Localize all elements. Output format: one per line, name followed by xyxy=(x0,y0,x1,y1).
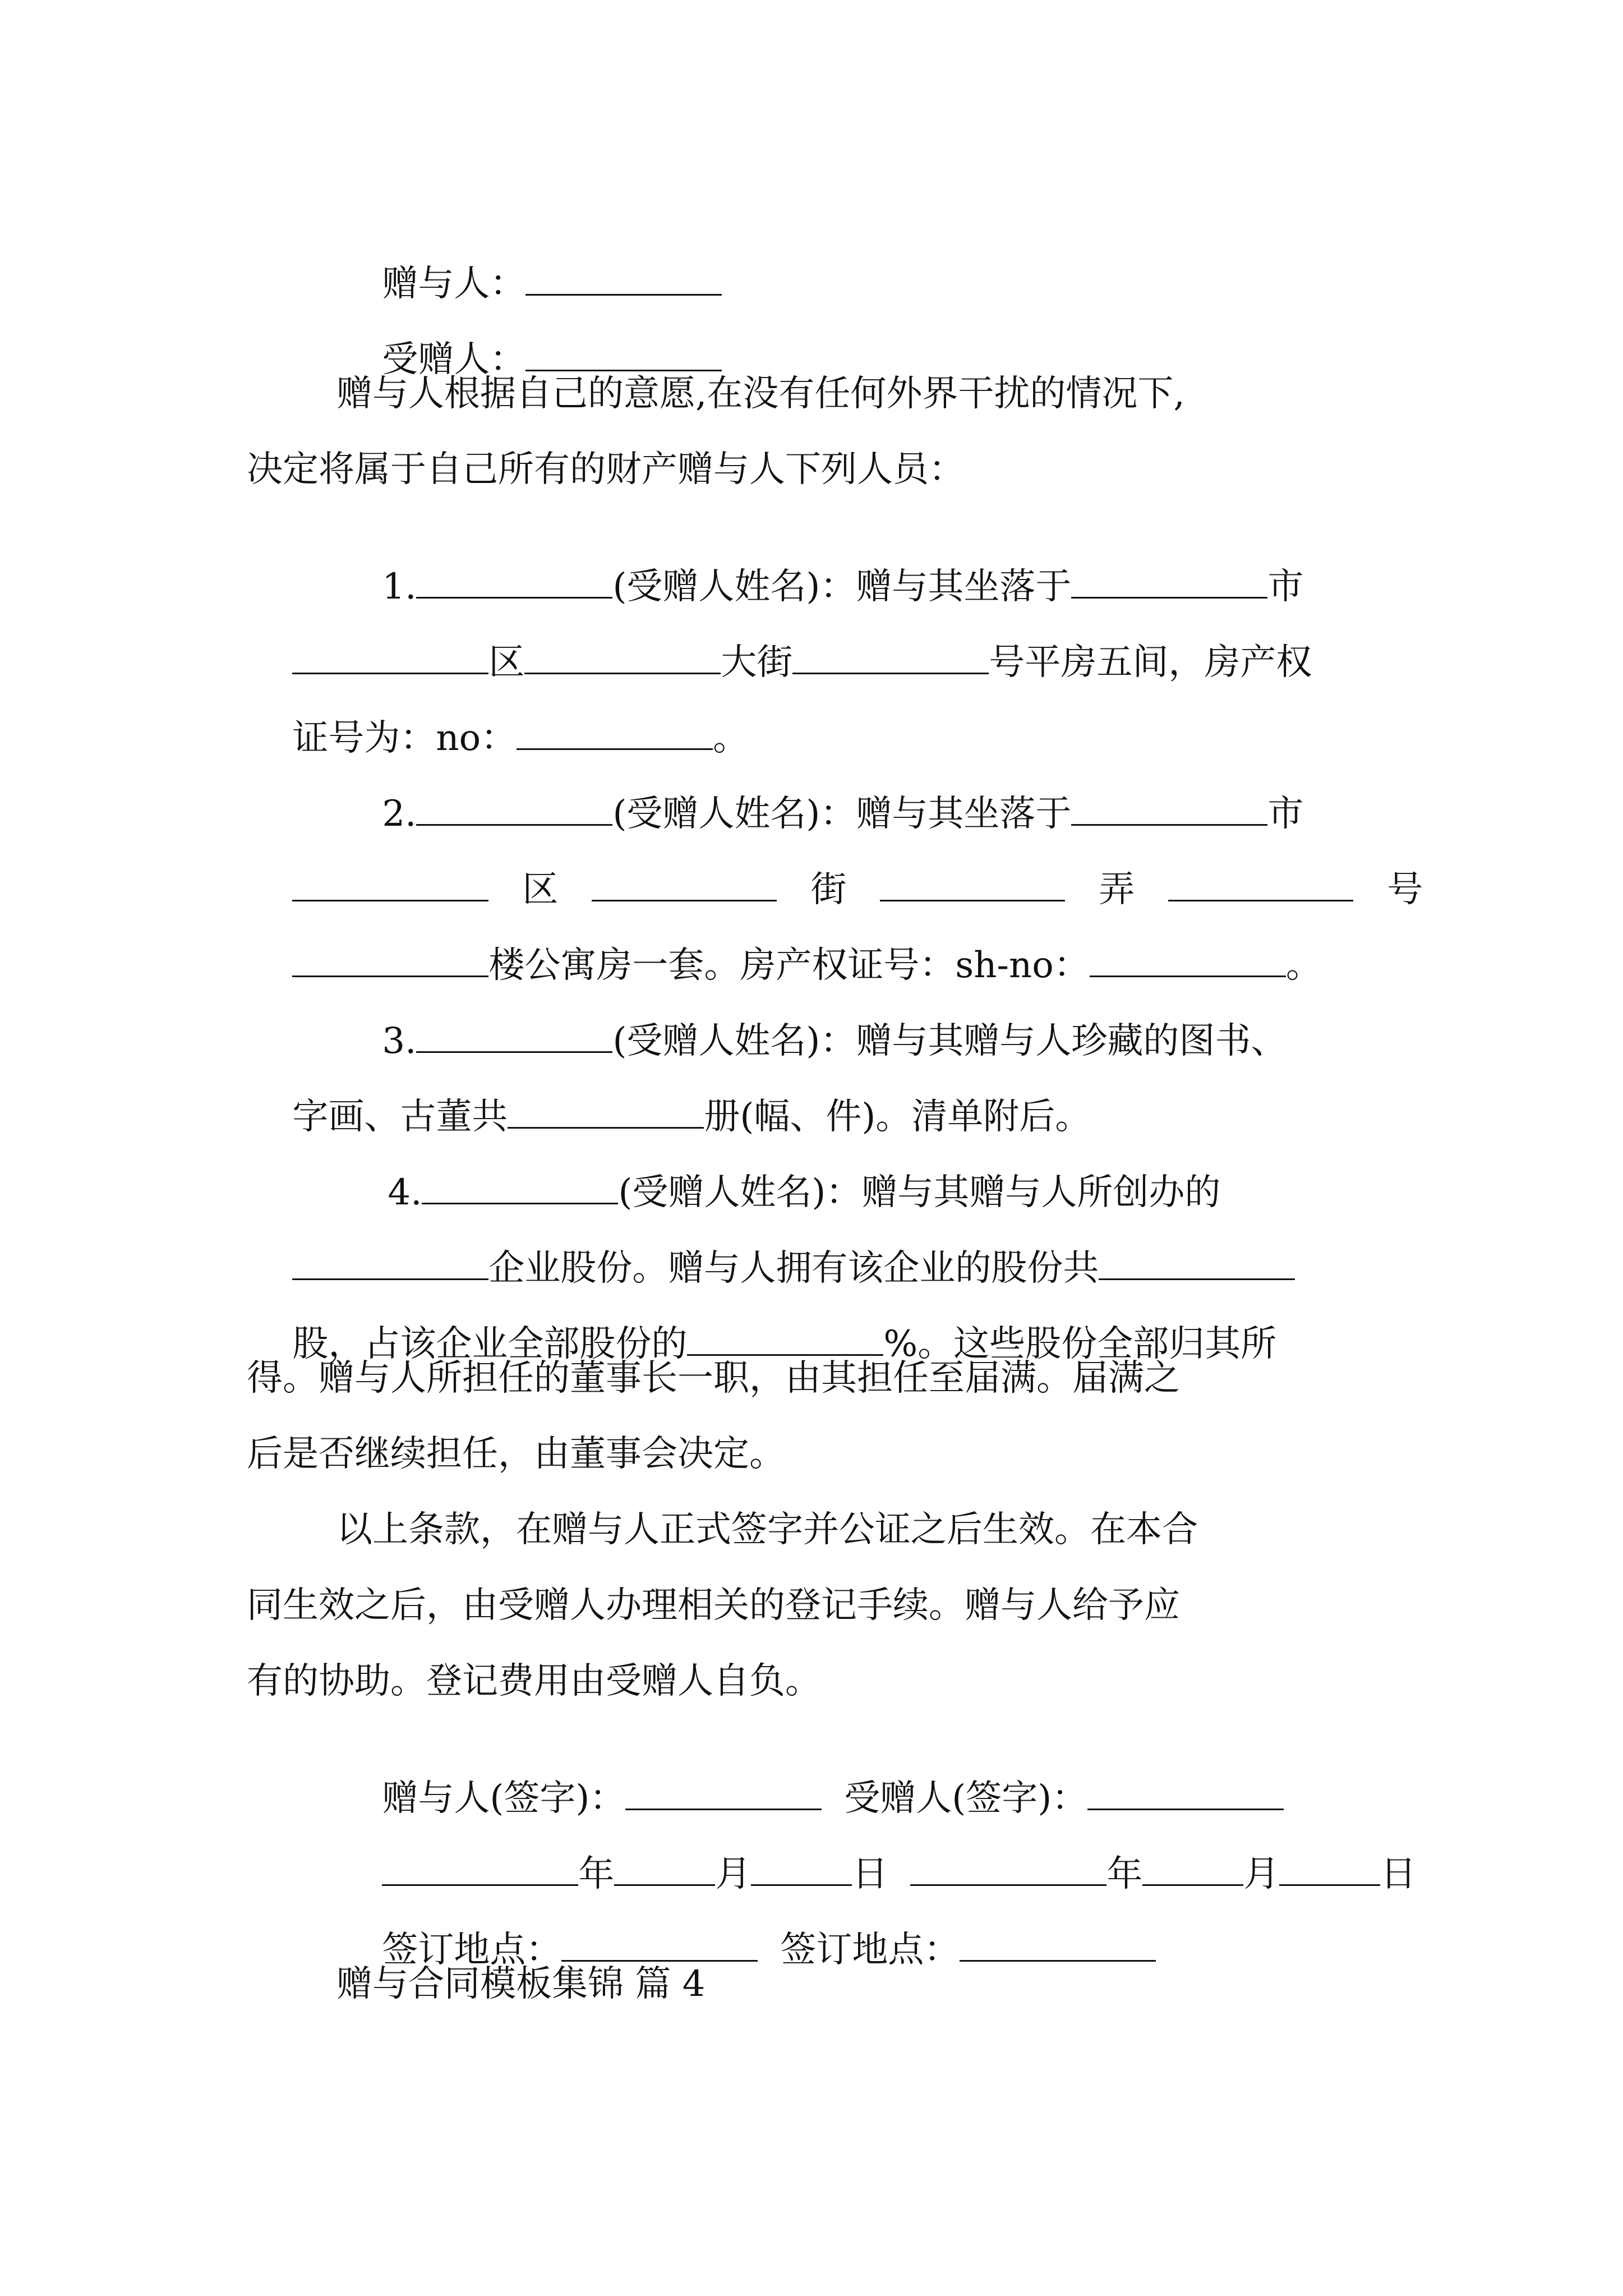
donee-sign-label: 受赠人(签字)： xyxy=(844,1778,1088,1819)
item4-line-4: 得。赠与人所担任的董事长一职，由其担任至届满。届满之 xyxy=(247,1358,1180,1399)
item2-line-1 xyxy=(336,754,1304,835)
item4-company-blank xyxy=(292,1245,488,1280)
item1-cert-blank xyxy=(517,715,713,750)
donor-day-blank xyxy=(751,1851,852,1886)
item2-line-2 xyxy=(247,830,1423,910)
item2-street-blank xyxy=(592,866,777,901)
item1-district: 区 xyxy=(488,642,525,683)
donee-label: 受赠人： xyxy=(382,339,526,380)
item1-name-hint: (受赠人姓名)：赠与其坐落于 xyxy=(612,566,1072,608)
item4-line3-a: 股，占该企业全部股份的 xyxy=(292,1323,688,1365)
item4-number: 4. xyxy=(388,1172,422,1213)
item1-end: 。 xyxy=(713,717,749,759)
item3-line-2 xyxy=(247,1057,1091,1138)
donor-day: 日 xyxy=(852,1853,888,1895)
item3-name-hint: (受赠人姓名)：赠与其赠与人珍藏的图书、 xyxy=(612,1020,1287,1062)
donee-line xyxy=(336,300,722,380)
item1-avenue: 大街 xyxy=(721,642,793,683)
item2-lane-blank xyxy=(880,866,1065,901)
donor-month-blank xyxy=(614,1851,715,1886)
item2-cert-blank xyxy=(1090,942,1286,977)
donor-year-blank xyxy=(382,1851,578,1886)
item4-line-3 xyxy=(247,1285,1277,1365)
signature-line xyxy=(336,1739,1284,1819)
item1-number: 1. xyxy=(382,566,417,608)
donor-sign-label: 赠与人(签字)： xyxy=(382,1778,626,1819)
effect-line-1: 以上条款，在赠与人正式签字并公证之后生效。在本合 xyxy=(336,1509,1198,1550)
item1-name-blank xyxy=(416,563,612,599)
place-line xyxy=(336,1890,1156,1971)
item4-line-2 xyxy=(247,1209,1295,1289)
item2-building: 楼公寓房一套。房产权证号：sh-no： xyxy=(488,945,1090,986)
item4-line-1 xyxy=(342,1133,1221,1213)
item2-number: 2. xyxy=(382,793,417,835)
item4-percent-blank xyxy=(687,1320,883,1356)
donee-month: 月 xyxy=(1243,1853,1280,1895)
item3-line2-a: 字画、古董共 xyxy=(292,1096,508,1138)
item4-line3-b: %。这些股份全部归其所 xyxy=(883,1323,1277,1365)
donee-month-blank xyxy=(1142,1851,1243,1886)
item3-count-blank xyxy=(508,1093,704,1129)
intro-line-1: 赠与人根据自己的意愿,在没有任何外界干扰的情况下, xyxy=(336,373,1185,415)
item2-line-3 xyxy=(247,906,1322,986)
effect-line-2: 同生效之后，由受赠人办理相关的登记手续。赠与人给予应 xyxy=(247,1585,1180,1626)
item2-name-hint: (受赠人姓名)：赠与其坐落于 xyxy=(612,793,1072,835)
item2-lane: 弄 xyxy=(1099,869,1135,910)
donee-year: 年 xyxy=(1106,1853,1143,1895)
donee-year-blank xyxy=(910,1851,1106,1886)
item1-line-1 xyxy=(336,527,1304,608)
item1-line-3 xyxy=(247,679,749,759)
item1-house-blank xyxy=(792,639,989,674)
donor-label: 赠与人： xyxy=(382,263,526,305)
intro-line-2: 决定将属于自己所有的财产赠与人下列人员： xyxy=(247,449,965,490)
item1-cert-label: 证号为：no： xyxy=(292,717,517,759)
item4-name-blank xyxy=(422,1169,618,1204)
item2-building-blank xyxy=(292,942,488,977)
effect-line-3: 有的协助。登记费用由受赠人自负。 xyxy=(247,1660,821,1702)
item2-no-blank xyxy=(1168,866,1353,901)
donor-line xyxy=(336,224,722,305)
donor-sign-blank xyxy=(625,1775,822,1810)
item3-line2-b: 册(幅、件)。清单附后。 xyxy=(704,1096,1091,1138)
item4-shares-blank xyxy=(1099,1245,1295,1280)
item2-end: 。 xyxy=(1285,945,1322,986)
donee-blank xyxy=(525,336,722,371)
donor-year: 年 xyxy=(578,1853,615,1895)
donor-blank xyxy=(525,260,722,296)
donor-place-blank xyxy=(561,1926,758,1962)
item1-city: 市 xyxy=(1267,566,1304,608)
donee-place-blank xyxy=(960,1926,1156,1962)
item2-district-blank xyxy=(292,866,488,901)
item3-name-blank xyxy=(416,1018,612,1053)
donee-day-blank xyxy=(1279,1851,1380,1886)
donee-place-label: 签订地点： xyxy=(780,1929,960,1971)
item3-number: 3. xyxy=(382,1020,417,1062)
donee-sign-blank xyxy=(1087,1775,1284,1810)
item4-line-5: 后是否继续担任，由董事会决定。 xyxy=(247,1433,785,1475)
item4-line2-a: 企业股份。赠与人拥有该企业的股份共 xyxy=(488,1248,1099,1289)
item2-city-blank xyxy=(1071,790,1267,826)
item1-city-blank xyxy=(1071,563,1267,599)
item2-district: 区 xyxy=(522,869,559,910)
item1-line-2 xyxy=(247,603,1312,683)
item2-street: 街 xyxy=(810,869,847,910)
donee-day: 日 xyxy=(1380,1853,1417,1895)
item1-district-blank xyxy=(292,639,488,674)
donor-month: 月 xyxy=(715,1853,751,1895)
item3-line-1 xyxy=(336,982,1287,1062)
item4-name-hint: (受赠人姓名)：赠与其赠与人所创办的 xyxy=(618,1172,1221,1213)
section-title: 赠与合同模板集锦 篇 4 xyxy=(336,1963,706,2005)
item1-avenue-blank xyxy=(524,639,721,674)
donor-place-label: 签订地点： xyxy=(382,1929,562,1971)
date-line xyxy=(336,1815,1417,1895)
item1-house: 号平房五间，房产权 xyxy=(989,642,1312,683)
item2-city: 市 xyxy=(1267,793,1304,835)
item2-no: 号 xyxy=(1387,869,1423,910)
item2-name-blank xyxy=(416,790,612,826)
